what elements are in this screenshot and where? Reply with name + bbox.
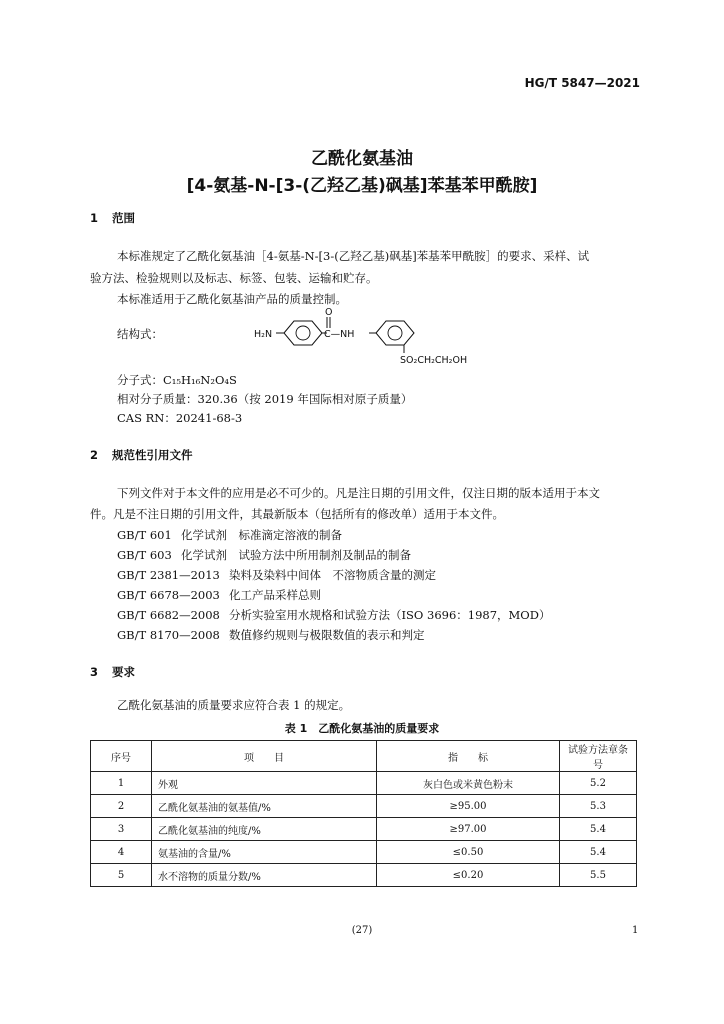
reference-code: GB/T 2381—2013: [117, 568, 220, 582]
section-2-heading: [90, 447, 193, 463]
benzene-ring-2: [376, 321, 414, 345]
cell-no: 2: [91, 795, 152, 818]
section-title: 规范性引用文件: [112, 448, 193, 462]
page-number-center: (27): [351, 925, 373, 936]
reference-code: GB/T 6682—2008: [117, 608, 220, 622]
structural-formula: [250, 300, 500, 370]
reference-title: 染料及染料中间体 不溶物质含量的测定: [229, 568, 436, 582]
section-1-heading: [90, 210, 135, 226]
cas-number: CAS RN：20241-68-3: [117, 411, 243, 425]
reference-code: GB/T 603: [117, 548, 172, 562]
cell-item: 氨基油的含量/%: [152, 841, 377, 864]
cell-test-method: 5.5: [560, 864, 637, 887]
col-header-test-method: 试验方法章条号: [560, 741, 637, 772]
cell-test-method: 5.3: [560, 795, 637, 818]
reference-item: [117, 627, 425, 643]
page-number-right: 1: [632, 925, 639, 936]
scope-para-1-line-2: 验方法、检验规则以及标志、标签、包装、运输和贮存。: [90, 271, 378, 285]
benzene-ring-1: [284, 321, 322, 345]
reference-item: [117, 567, 436, 583]
table-row: [91, 772, 637, 795]
cell-indicator: 灰白色或米黄色粉末: [377, 772, 560, 795]
section-title: 要求: [112, 665, 135, 679]
reference-item: [117, 607, 550, 623]
cell-indicator: ≥95.00: [377, 795, 560, 818]
cell-indicator: ≥97.00: [377, 818, 560, 841]
reference-title: 数值修约规则与极限数值的表示和判定: [229, 628, 425, 642]
cell-no: 4: [91, 841, 152, 864]
scope-para-1-line-1: 本标准规定了乙酰化氨基油［4-氨基-N-[3-(乙羟乙基)砜基]苯基苯甲酰胺］的要求、采样、试: [117, 249, 590, 263]
reference-title: 分析实验室用水规格和试验方法（ISO 3696：1987，MOD）: [229, 608, 551, 622]
reference-title: 化工产品采样总则: [229, 588, 321, 602]
reference-code: GB/T 601: [117, 528, 172, 542]
cell-item: 乙酰化氨基油的氨基值/%: [152, 795, 377, 818]
reference-item: [117, 587, 321, 603]
table-caption: 表 1 乙酰化氨基油的质量要求: [284, 722, 440, 735]
amine-group: H₂N: [254, 329, 273, 340]
table-row: [91, 818, 637, 841]
section-number: 2: [90, 448, 99, 462]
carbonyl-oxygen: O: [325, 307, 333, 318]
sulfonyl-side-chain: SO₂CH₂CH₂OH: [400, 355, 468, 366]
quality-requirements-table: [90, 740, 637, 887]
col-header-indicator: 指 标: [377, 741, 560, 772]
molecular-mass: 相对分子质量：320.36（按 2019 年国际相对原子质量）: [117, 392, 413, 406]
table-row: [91, 841, 637, 864]
table-row: [91, 864, 637, 887]
refs-intro-line-2: 件。凡是不注日期的引用文件，其最新版本（包括所有的修改单）适用于本文件。: [90, 507, 504, 521]
section-number: 1: [90, 211, 99, 225]
cell-no: 1: [91, 772, 152, 795]
standard-code: HG/T 5847—2021: [524, 76, 640, 90]
molecular-formula: 分子式：C₁₅H₁₆N₂O₄S: [117, 373, 237, 387]
cell-item: 水不溶物的质量分数/%: [152, 864, 377, 887]
table-header-row: [91, 741, 637, 772]
reference-item: [117, 527, 342, 543]
structure-label: 结构式：: [117, 327, 163, 341]
reference-code: GB/T 6678—2003: [117, 588, 220, 602]
refs-intro-line-1: 下列文件对于本文件的应用是必不可少的。凡是注日期的引用文件，仅注日期的版本适用于本文: [117, 486, 600, 500]
cell-test-method: 5.4: [560, 818, 637, 841]
table-row: [91, 795, 637, 818]
col-header-no: 序号: [91, 741, 152, 772]
cell-indicator: ≤0.20: [377, 864, 560, 887]
amide-group: C—NH: [324, 329, 355, 340]
scope-para-2: 本标准适用于乙酰化氨基油产品的质量控制。: [117, 292, 347, 306]
section-title: 范围: [112, 211, 135, 225]
reference-title: 化学试剂 标准滴定溶液的制备: [181, 528, 342, 542]
cell-indicator: ≤0.50: [377, 841, 560, 864]
cell-no: 3: [91, 818, 152, 841]
reference-code: GB/T 8170—2008: [117, 628, 220, 642]
cell-item: 外观: [152, 772, 377, 795]
col-header-item: 项 目: [152, 741, 377, 772]
cell-item: 乙酰化氨基油的纯度/%: [152, 818, 377, 841]
section-number: 3: [90, 665, 99, 679]
title-line-1: 乙酰化氨基油: [311, 149, 413, 169]
requirements-para: 乙酰化氨基油的质量要求应符合表 1 的规定。: [117, 698, 351, 712]
cell-test-method: 5.4: [560, 841, 637, 864]
cell-no: 5: [91, 864, 152, 887]
section-3-heading: [90, 664, 135, 680]
reference-title: 化学试剂 试验方法中所用制剂及制品的制备: [181, 548, 411, 562]
reference-item: [117, 547, 411, 563]
cell-test-method: 5.2: [560, 772, 637, 795]
title-line-2: [4-氨基-N-[3-(乙羟乙基)砜基]苯基苯甲酰胺]: [186, 176, 538, 196]
